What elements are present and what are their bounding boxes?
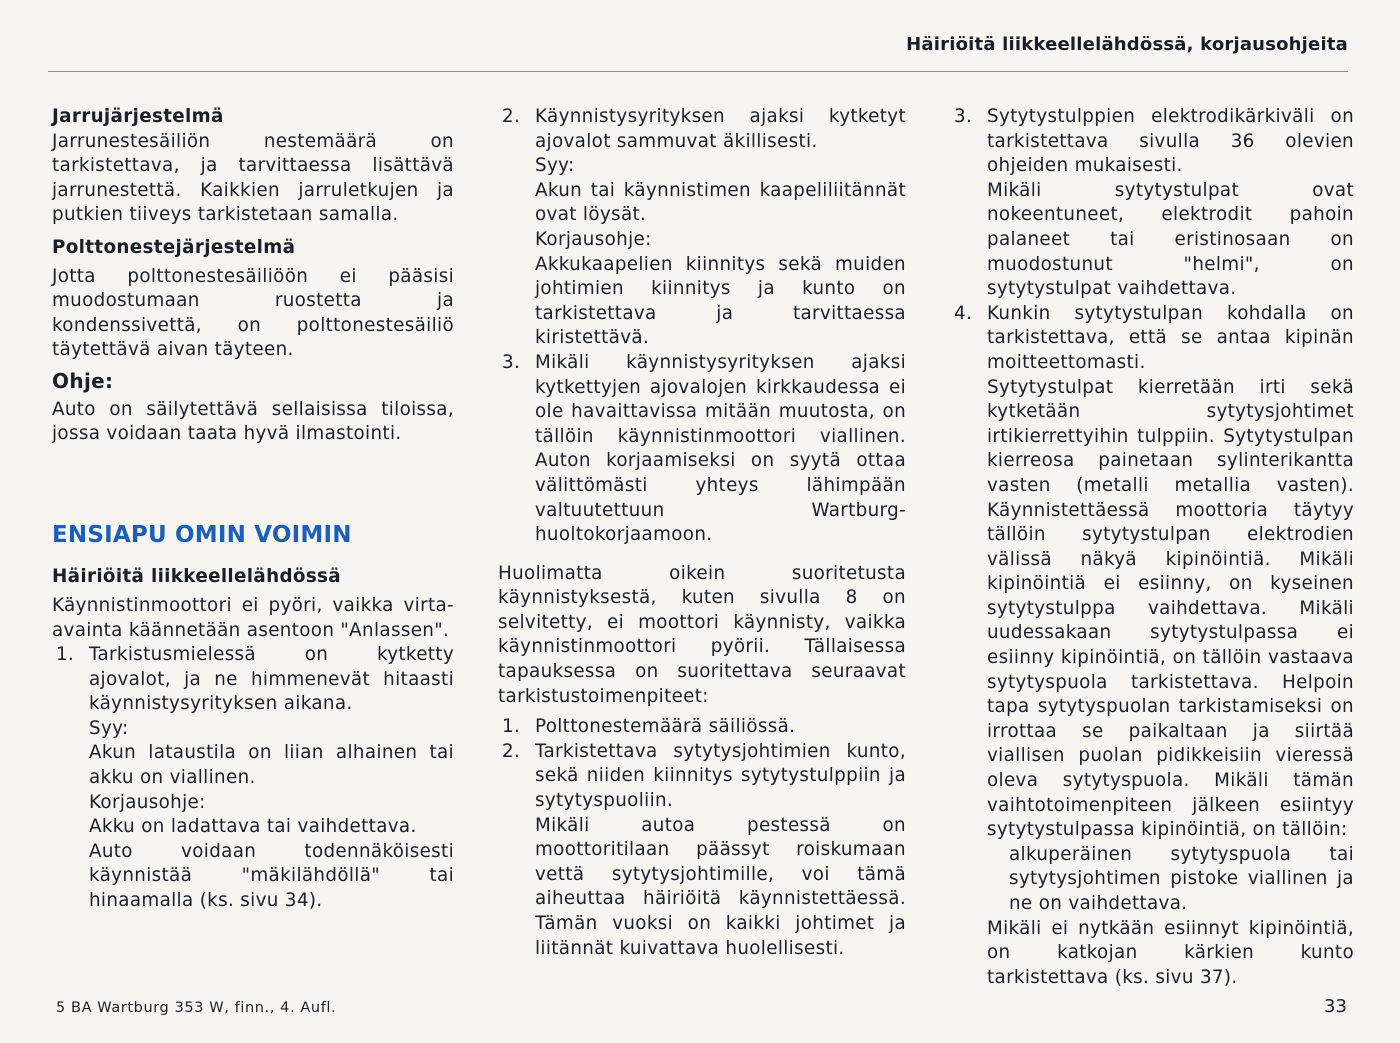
publication-footer: 5 BA Wartburg 353 W, finn., 4. Aufl. xyxy=(56,1000,337,1016)
list-item xyxy=(52,643,454,914)
column-right xyxy=(950,105,1354,990)
header-rule xyxy=(48,71,1348,72)
intro-text: Käynnistinmoottori ei pyöri, vaikka virta-avainta käännetään asentoon "Anlassen". xyxy=(52,594,454,641)
cause-label: Syy: xyxy=(89,717,129,739)
fix-text: Akkukaapelien kiinnitys sekä muiden johtimien kiinnitys ja kunto on tarkistettava ja tarvittaessa kiristettävä. xyxy=(535,253,906,349)
section-title: ENSIAPU OMIN VOIMIN xyxy=(52,521,352,548)
running-header: Häiriöitä liikkeellelähdössä, korjausohjeita xyxy=(906,34,1348,55)
item-text: Tarkistusmielessä on kytketty ajovalot, ja ne himmenevät hitaasti käynnistysyrityksen aikana. xyxy=(89,644,454,715)
cause-label: Syy: xyxy=(535,155,575,177)
item-number: 1. xyxy=(502,716,521,738)
cause-text: Akun lataustila on liian alhainen tai akku on viallinen. xyxy=(89,742,454,789)
item-note: Sytytystulpat kierretään irti sekä kytketään sytytysjohtimet irtikierrettyihin tulppiin. Sytytystulpan kierreosa painetaan sylinterikantta vasten (metalli metallia vasten). Käynnistettäessä moottoria täytyy tällöin sytytystulpan elektrodien välissä näkyä kipinöintiä. Mikäli kipinöintiä ei esiinny, on kyseinen sytytystulppa vaihdettava. Mikäli uudessakaan sytytystulpassa ei esiinny kipinöintiä, on tällöin vastaava sytytyspuola tarkistettava. Helpoin tapa sytytyspuolan tarkistamiseksi on irrottaa se paikaltaan ja siirtää viallisen puolan pidikkeisiin vieressä oleva sytytyspuola. Mikäli tämän vaihtotoimenpiteen jälkeen esiintyy sytytystulpassa kipinöintiä, on tällöin: xyxy=(987,376,1354,841)
item-note: Mikäli autoa pestessä on moottoritilaan päässyt roiskumaan vettä sytytysjohtimille, voi tämä aiheuttaa häiriöitä käynnistettäessä. Tämän vuoksi on kaikki johtimet ja liitännät kuivattava huolellisesti. xyxy=(535,814,906,959)
item-text: Tarkistettava sytytysjohtimien kunto, sekä niiden kiinnitys sytytystulppiin ja sytytyspuoliin. xyxy=(535,740,906,812)
sub-heading: Häiriöitä liikkeellelähdössä xyxy=(52,566,341,588)
cause-text: Akun tai käynnistimen kaapeliliitännät ovat löysät. xyxy=(535,179,906,226)
brakes-text: Jarrunestesäiliön nestemäärä on tarkistettava, ja tarvittaessa lisättävä jarrunestettä. Kaikkien jarruletkujen ja putkien tiiveys tarkistetaan samalla. xyxy=(52,130,454,226)
list-item xyxy=(498,715,906,740)
list-item xyxy=(498,740,906,961)
list-item xyxy=(498,105,906,351)
fuel-text: Jotta polttonestesäiliöön ei pääsisi muodostumaan ruostetta ja kondenssivettä, on polttonestesäiliö täytettävä aivan täyteen. xyxy=(52,265,454,361)
column-left xyxy=(52,105,454,914)
list-item xyxy=(950,302,1354,991)
item-number: 3. xyxy=(954,106,973,127)
item-text: Kunkin sytytystulpan kohdalla on tarkistettava, että se antaa kipinän moitteettomasti. xyxy=(987,302,1354,373)
item-note: Mikäli sytytystulpat ovat nokeentuneet, elektrodit pahoin palaneet tai eristinosaan on muodostunut "helmi", on sytytystulpat vaihdettava. xyxy=(987,179,1354,300)
fuel-heading: Polttonestejärjestelmä xyxy=(52,236,296,258)
brakes-heading: Jarrujärjestelmä xyxy=(52,106,224,127)
item-result: alkuperäinen sytytyspuola tai sytytysjohtimen pistoke viallinen ja ne on vaihdettava. xyxy=(1009,843,1354,914)
paragraph: Huolimatta oikein suoritetusta käynnistyksestä, kuten sivulla 8 on selvitetty, ei moottori käynnisty, vaikka käynnistinmoottori pyörii. Tällaisessa tapauksessa on suoritettava seuraavat tarkistustoimenpiteet: xyxy=(498,562,906,707)
list-item xyxy=(950,105,1354,302)
item-text: Polttonestemäärä säiliössä. xyxy=(535,716,796,738)
column-middle xyxy=(498,105,906,961)
ohje-heading: Ohje: xyxy=(52,368,114,393)
fix-text: Auto voidaan todennäköisesti käynnistää "mäkilähdöllä" tai hinaamalla (ks. sivu 34). xyxy=(89,840,454,912)
ohje-text: Auto on säilytettävä sellaisissa tiloissa, jossa voidaan taata hyvä ilmastointi. xyxy=(52,398,454,445)
item-number: 2. xyxy=(502,106,521,127)
fix-text: Akku on ladattava tai vaihdettava. xyxy=(89,816,417,838)
item-number: 4. xyxy=(954,302,973,324)
item-text: Mikäli käynnistysyrityksen ajaksi kytkettyjen ajovalojen kirkkaudessa ei ole havaittavissa mitään muutosta, on tällöin käynnistinmoottori viallinen. Auton korjaamiseksi on syytä ottaa välittömästi yhteys lähimpään valtuutettuun Wartburg-huoltokorjaamoon. xyxy=(535,351,906,546)
item-text: Sytytystulppien elektrodikärkiväli on tarkistettava sivulla 36 olevien ohjeiden mukaisesti. xyxy=(987,106,1354,177)
item-number: 2. xyxy=(502,740,521,762)
item-final: Mikäli ei nytkään esiinnyt kipinöintiä, on katkojan kärkien kunto tarkistettava (ks. sivu 37). xyxy=(987,917,1354,988)
item-number: 1. xyxy=(56,644,75,666)
fix-label: Korjausohje: xyxy=(89,791,206,813)
item-number: 3. xyxy=(502,351,521,373)
item-text: Käynnistysyrityksen ajaksi kytketyt ajovalot sammuvat äkillisesti. xyxy=(535,106,906,152)
fix-label: Korjausohje: xyxy=(535,228,652,250)
list-item xyxy=(498,351,906,548)
page-number: 33 xyxy=(1324,996,1347,1017)
